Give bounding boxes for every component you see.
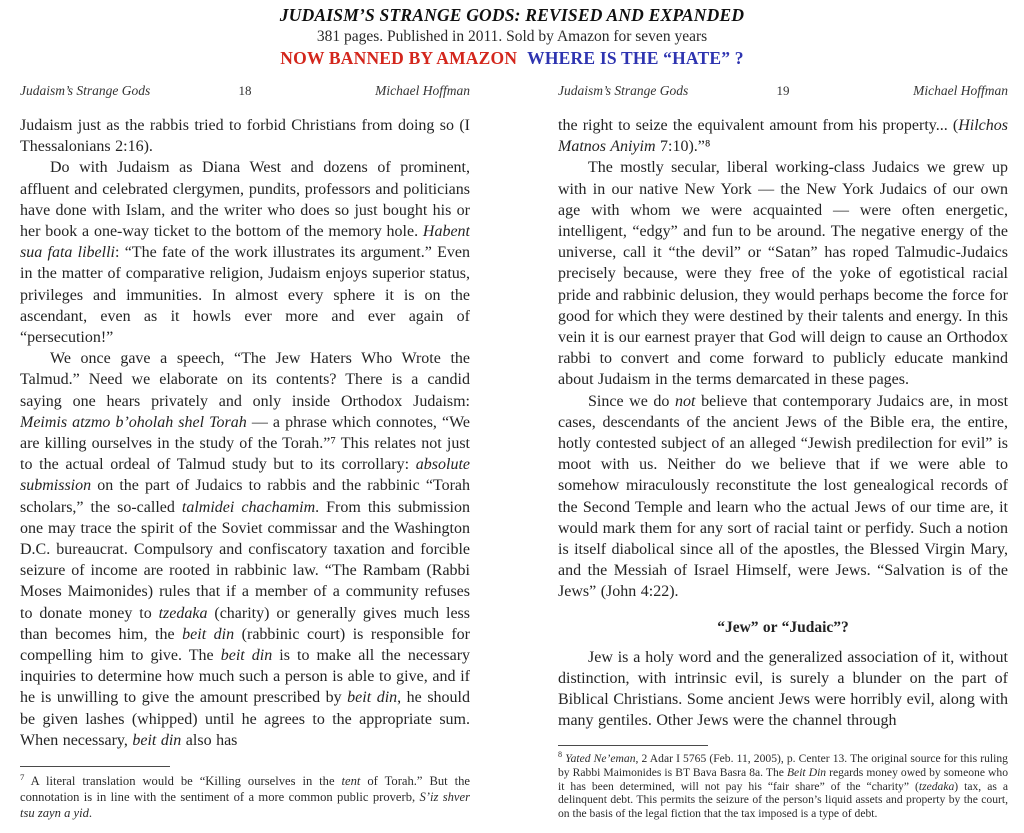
- paragraph: Do with Judaism as Diana West and dozens of prominent, affluent and celebrated clergymen, pundits, professors and politicians have done with Islam, and the writer who does so just bought his or her book a one-way ticket to the bottom of the memory hole. Habent sua fata libelli: “The fate of the work illustrates its argument.” Even in the matter of comparative religion, Judaism enjoys superior status, privileges and immunities. In almost every sphere it is on the ascendant, even as it howls ever more and ever again of “persecution!”: [20, 159, 470, 347]
- footnote-body: Yated Ne’eman, 2 Adar I 5765 (Feb. 11, 2005), p. Center 13. The original source for this ruling by Rabbi Maimonides is BT Bava Basra 8a. The Beit Din regards money owed by someone who it has been determined, will not pay his “fair share” of the “charity” (tzedaka) tax, as a delinquent debt. This permits the seizure of the person’s liquid assets and property by the court, on the basis of the legal fiction that the tax imposed is a type of debt.: [558, 752, 1008, 821]
- running-head-book-title: Judaism’s Strange Gods: [20, 83, 151, 98]
- banner-title: JUDAISM’S STRANGE GODS: REVISED AND EXPANDED: [279, 5, 745, 25]
- section-heading: “Jew” or “Judaic”?: [717, 618, 849, 636]
- running-head-page-number: 19: [776, 83, 790, 98]
- footnote-marker: 7: [20, 771, 25, 782]
- footnote-text: [558, 752, 1008, 821]
- banner-subtitle: 381 pages. Published in 2011. Sold by Amazon for seven years: [316, 28, 708, 45]
- paragraph: The mostly secular, liberal working-class Judaics we grew up with in our native New York — the New York Judaics of our own age with whom we were acquainted — were often energetic, intelligent, “edgy” and fun to be around. The negative energy of the universe, call it “the devil” or “Satan” has roped Talmudic-Judaics precisely because, were they free of the yoke of egotistical racial pride and rabbinic delusion, they would perhaps become the force for good for which they were destined by their talents and energy. In this vein it is our earnest prayer that God will deign to cause an Orthodox rabbi to convert and come forward to publicly educate mankind about Judaism in the terms demarcated in these pages.: [558, 159, 1008, 389]
- paragraph: We once gave a speech, “The Jew Haters Who Wrote the Talmud.” Need we elaborate on its contents? There is a candid saying one hears privately and only inside Orthodox Judaism: Meimis atzmo b’oholah shel Torah — a phrase which connotes, “We are killing ourselves in the study of the Torah.”⁷ This relates not just to the actual ordeal of Talmud study but to its corrollary: absolute submission on the part of Judaics to rabbis and the rabbinic “Torah scholars,” the so-called talmidei chachamim. From this submission one may trace the spirit of the Soviet commissar and the Washington D.C. bureaucrat. Compulsory and confiscatory taxation and forcible seizure of income are rooted in rabbinic law. “The Rambam (Rabbi Moses Maimonides) rules that if a member of a community refuses to donate money to tzedaka (charity) or generally gives much less than becomes him, the beit din (rabbinic court) is responsible for compelling him to give. The beit din is to make all the necessary inquiries to determine how much such a person is able to give, and if he is unwilling to give the amount prescribed by beit din, he should be given lashes (whipped) until he agrees to the appropriate sum. When necessary, beit din also has: [20, 350, 470, 749]
- running-head-author: Michael Hoffman: [375, 83, 470, 98]
- banner-status-line: [0, 47, 1024, 69]
- paragraph: Jew is a holy word and the generalized association of it, without distinction, with intrinsic evil, is surely a blunder on the part of Biblical Christians. Some ancient Jews were horribly evil, along with many gentiles. Other Jews were the channel through: [558, 648, 1008, 730]
- banner-question-text: WHERE IS THE “HATE” ?: [527, 48, 744, 68]
- page-19: [558, 75, 1008, 825]
- footnote-text: [20, 773, 470, 821]
- page-18: [20, 75, 470, 825]
- footnote-8: [558, 745, 1008, 821]
- top-banner: [0, 0, 1024, 69]
- footnote-divider: [558, 745, 708, 746]
- running-head-left: [20, 83, 470, 99]
- running-head-page-number: 18: [238, 83, 252, 98]
- running-head-right: [558, 83, 1008, 99]
- footnote-marker: 8: [558, 750, 563, 760]
- footnote-7: [20, 766, 470, 821]
- book-spread: [0, 75, 1024, 825]
- running-head-author: Michael Hoffman: [913, 83, 1008, 98]
- paragraph: Since we do not believe that contemporary Judaics are, in most cases, descendants of the ancient Jews of the Bible era, the entire, hotly contested subject of an alleged “Jewish predilection for evil” is moot with us. Neither do we believe that if we were able to somehow miraculously reconstitute the lost genealogical records of the Second Temple and learn who the actual Jews of our time are, it would mark them for any sort of racial taint or perfidy. Such a notion is itself diabolical since all of the apostles, the Blessed Virgin Mary, and the Messiah of Israel Himself, were Jews. “Salvation is of the Jews” (John 4:22).: [558, 392, 1008, 601]
- paragraph: Judaism just as the rabbis tried to forbid Christians from doing so (I Thessalonians 2:16).: [20, 117, 470, 156]
- banner-banned-text: NOW BANNED BY AMAZON: [280, 48, 518, 68]
- footnote-body: A literal translation would be “Killing ourselves in the tent of Torah.” But the connotation is in line with the sentiment of a more common public proverb, S’iz shver tsu zayn a yid.: [20, 774, 470, 820]
- footnote-divider: [20, 766, 170, 767]
- running-head-book-title: Judaism’s Strange Gods: [558, 83, 689, 98]
- page-body-right: [558, 115, 1008, 732]
- page-body-left: [20, 115, 470, 751]
- paragraph: the right to seize the equivalent amount from his property... (Hilchos Matnos Aniyim 7:10).”⁸: [558, 117, 1008, 156]
